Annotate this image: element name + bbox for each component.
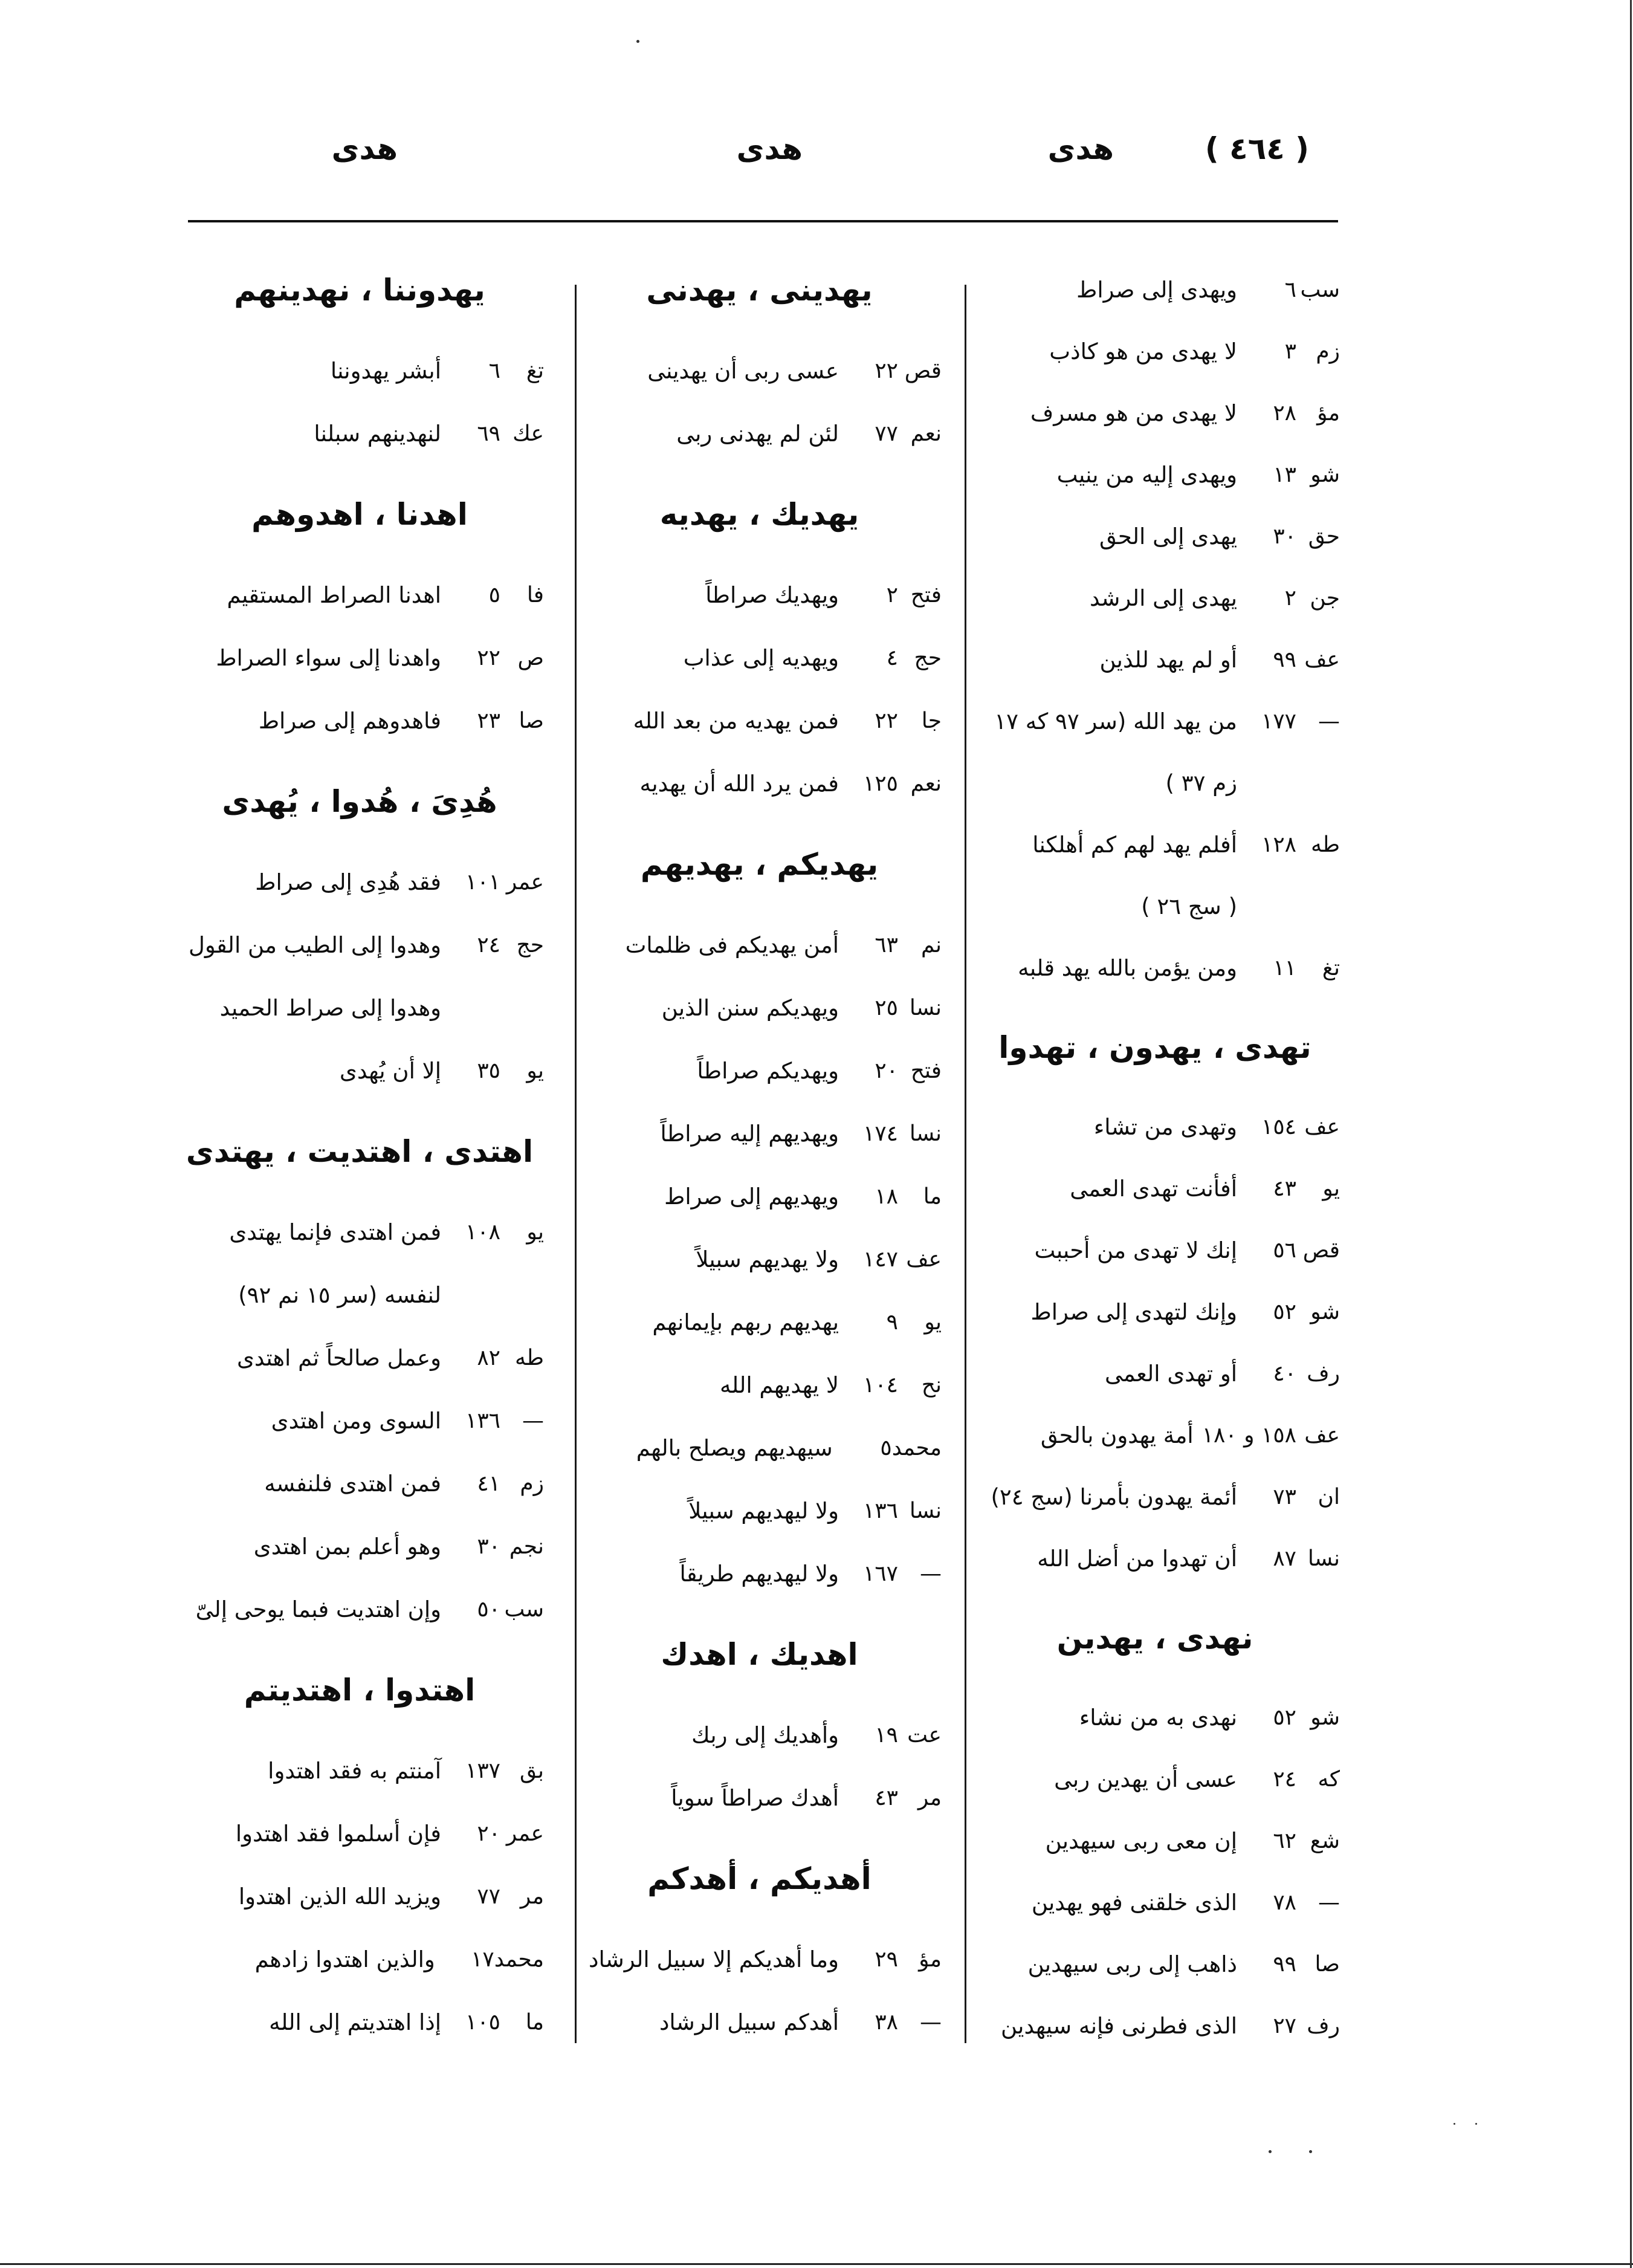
verse-number: ١٣ — [1273, 462, 1296, 487]
verse-number: ٦ — [1284, 277, 1296, 302]
verse-number: ٢٣ — [477, 708, 500, 733]
verse-text: فمن يرد الله أن يهديه — [639, 770, 839, 797]
sura-abbreviation: ما — [923, 1184, 942, 1209]
sura-abbreviation: طه — [515, 1345, 544, 1370]
concordance-entry — [577, 1991, 942, 2053]
verse-text: آمنتم به فقد اهتدوا — [268, 1757, 441, 1784]
sura-abbreviation: يو — [924, 1309, 942, 1335]
concordance-entry — [577, 563, 942, 626]
verse-text: أفلم يهد لهم كم أهلكنا — [1032, 831, 1237, 858]
verse-text: نهدى به من نشاء — [1079, 1704, 1237, 1731]
verse-text: واهدنا إلى سواء الصراط — [216, 644, 441, 671]
verse-text: وعمل صالحاً ثم اهتدى — [236, 1344, 441, 1371]
concordance-entry — [175, 1389, 544, 1452]
concordance-entry — [175, 339, 544, 402]
verse-text: أمة يهدون بالحق — [1040, 1422, 1194, 1448]
sura-abbreviation: حج — [914, 645, 942, 670]
verse-text: لا يهدى من هو كاذب — [1049, 338, 1237, 364]
verse-text: أو تهدى العمى — [1104, 1360, 1237, 1387]
verse-number: ٨٢ — [477, 1345, 500, 1370]
verse-text: الذى خلقنى فهو يهدين — [1031, 1889, 1237, 1916]
left-column — [175, 241, 544, 2053]
verse-number: ٧٧ — [477, 1884, 500, 1909]
concordance-entry — [175, 563, 544, 626]
sura-abbreviation: رف — [1307, 2013, 1340, 2038]
concordance-entry — [175, 1991, 544, 2053]
sura-abbreviation: نسا — [1307, 1546, 1340, 1571]
verse-number: ٢٢ — [875, 708, 898, 733]
scan-speck — [636, 40, 639, 43]
concordance-entry — [970, 1528, 1340, 1589]
verse-text: السوى ومن اهتدى — [271, 1407, 441, 1434]
scan-speck — [1309, 2150, 1312, 2153]
entry-heading: هُدِىَ ، هُدوا ، يُهدى — [222, 783, 497, 819]
verse-text: فإن أسلموا فقد اهتدوا — [235, 1820, 441, 1847]
concordance-entry — [175, 1578, 544, 1641]
verse-text: وإنك لتهدى إلى صراط — [1030, 1298, 1237, 1325]
verse-number: ٢٤ — [1273, 1766, 1296, 1792]
concordance-entry — [970, 1810, 1340, 1871]
verse-number: ١٠٥ — [465, 2009, 500, 2035]
sura-abbreviation: جن — [1310, 585, 1340, 611]
sura-abbreviation: نعم — [910, 421, 942, 446]
verse-number: ٢٨ — [1273, 400, 1296, 426]
entry-heading: اهتدى ، اهتديت ، يهتدى — [186, 1133, 534, 1169]
verse-number: ٥ — [488, 582, 500, 608]
sura-abbreviation: عف — [906, 1246, 942, 1272]
verse-number: ٩٩ — [1273, 647, 1296, 672]
sura-abbreviation: مر — [520, 1884, 544, 1909]
concordance-entry — [577, 1766, 942, 1829]
verse-text: لئن لم يهدنى ربى — [676, 420, 839, 447]
verse-number: ٢٤ — [477, 932, 500, 957]
verse-number: ٩ — [886, 1309, 898, 1335]
concordance-entry — [970, 567, 1340, 629]
concordance-entry — [577, 402, 942, 465]
sura-abbreviation: عك — [513, 421, 544, 446]
verse-text: أئمة يهدون بأمرنا (سج ٢٤) — [991, 1483, 1237, 1510]
verse-number: ١٨ — [875, 1184, 898, 1209]
concordance-entry — [577, 1291, 942, 1353]
verse-number: ٢ — [1284, 585, 1296, 611]
verse-text: لا يهديهم الله — [719, 1372, 839, 1398]
verse-text: ويهديهم إلى صراط — [664, 1183, 839, 1210]
sura-abbreviation: تغ — [1322, 955, 1340, 980]
verse-number: ٣ — [1284, 339, 1296, 364]
sura-abbreviation: عف — [1304, 647, 1340, 672]
sura-abbreviation: نسا — [909, 995, 942, 1020]
concordance-entry — [577, 626, 942, 689]
verse-number: ٤١ — [477, 1471, 500, 1496]
verse-number: ٧٨ — [1273, 1890, 1296, 1915]
sura-abbreviation: حق — [1308, 523, 1340, 549]
entry-heading: اهدنا ، اهدوهم — [251, 496, 468, 532]
verse-number: ٢٥ — [875, 995, 898, 1020]
sura-abbreviation: بق — [519, 1758, 544, 1783]
verse-number: ٢٢ — [477, 645, 500, 670]
sura-abbreviation: — — [1318, 1890, 1340, 1915]
verse-number: ١٧٤ — [862, 1121, 898, 1146]
concordance-entry — [175, 1802, 544, 1865]
scan-speck — [1475, 2123, 1477, 2125]
verse-number: ٣٠ — [1273, 523, 1296, 549]
concordance-entry — [577, 1928, 942, 1991]
sura-abbreviation: حج — [516, 932, 544, 957]
verse-text: وأهديك إلى ربك — [691, 1722, 839, 1748]
sura-abbreviation: محمد — [891, 1435, 942, 1460]
concordance-entry — [577, 1416, 942, 1479]
entry-heading: أهديكم ، أهدكم — [647, 1861, 871, 1896]
right-column — [970, 259, 1340, 2056]
entry-heading: يهديكم ، يهديهم — [640, 846, 879, 882]
verse-text: عسى ربى أن يهدينى — [647, 357, 839, 384]
sura-abbreviation: محمد — [494, 1946, 544, 1972]
verse-number: ٩٩ — [1273, 1951, 1296, 1977]
sura-abbreviation: فتح — [910, 582, 942, 608]
verse-text: ولا ليهديهم سبيلاً — [688, 1497, 839, 1524]
concordance-entry — [577, 1039, 942, 1102]
verse-number: ٣٨ — [875, 2009, 898, 2035]
verse-text: ويهديك صراطاً — [705, 582, 839, 608]
sura-abbreviation: شو — [1310, 462, 1340, 487]
concordance-entry — [970, 1466, 1340, 1528]
verse-text: إنك لا تهدى من أحببت — [1034, 1237, 1237, 1263]
verse-number: ١٠٨ — [465, 1219, 500, 1245]
verse-text: أبشر يهدوننا — [330, 357, 441, 384]
verse-text: يهديهم ربهم بإيمانهم — [652, 1309, 839, 1335]
concordance-entry — [970, 505, 1340, 567]
verse-text: وتهدى من تشاء — [1093, 1113, 1237, 1140]
verse-text: إن معى ربى سيهدين — [1045, 1827, 1237, 1854]
entry-heading: تهدى ، يهدون ، تهدوا — [998, 1029, 1311, 1065]
concordance-entry — [175, 1928, 544, 1991]
concordance-entry — [970, 629, 1340, 690]
verse-number: ١٣٦ — [465, 1408, 500, 1433]
entry-heading: اهديك ، اهدك — [661, 1636, 858, 1672]
sura-abbreviation: سب — [504, 1596, 544, 1622]
verse-text: ويزيد الله الذين اهتدوا — [238, 1883, 441, 1910]
verse-number: ٢ — [886, 582, 898, 608]
verse-text: وهو أعلم بمن اهتدى — [253, 1533, 441, 1560]
concordance-entry — [175, 1865, 544, 1928]
verse-number: ٧٣ — [1273, 1484, 1296, 1509]
sura-abbreviation: سب — [1300, 277, 1340, 302]
sura-abbreviation: جا — [921, 708, 942, 733]
header-rule — [188, 220, 1338, 222]
entry-heading: يهدينى ، يهدنى — [646, 272, 873, 308]
sura-abbreviation: نسا — [909, 1121, 942, 1146]
concordance-entry — [970, 937, 1340, 999]
sura-abbreviation: نسا — [909, 1498, 942, 1523]
verse-number: ١٩ — [875, 1722, 898, 1748]
verse-number: ١٠١ — [465, 869, 500, 895]
verse-text: الذى فطرنى فإنه سيهدين — [1000, 2012, 1237, 2039]
sura-abbreviation: طه — [1311, 832, 1340, 857]
sura-abbreviation: شو — [1310, 1705, 1340, 1730]
verse-text: ويهديهم إليه صراطاً — [660, 1120, 839, 1147]
sura-abbreviation: قص — [904, 358, 942, 383]
sura-abbreviation: زم — [520, 1471, 544, 1496]
verse-number: ٤٣ — [875, 1785, 898, 1810]
verse-text: وما أهديكم إلا سبيل الرشاد — [588, 1946, 839, 1972]
concordance-entry — [970, 444, 1340, 505]
running-head-right: هدى — [1047, 131, 1114, 166]
concordance-entry — [970, 1871, 1340, 1933]
verse-number: ٢٠ — [875, 1058, 898, 1083]
concordance-entry — [175, 626, 544, 689]
concordance-entry — [970, 1686, 1340, 1748]
verse-text: إلا أن يُهدى — [339, 1057, 441, 1084]
page-number: ( ٤٦٤ ) — [1205, 131, 1309, 166]
concordance-entry — [970, 1096, 1340, 1158]
sura-abbreviation: قص — [1302, 1237, 1340, 1263]
concordance-entry — [577, 752, 942, 815]
concordance-entry — [577, 339, 942, 402]
verse-text: فاهدوهم إلى صراط — [258, 707, 441, 734]
concordance-entry — [577, 913, 942, 976]
verse-text: ويهديكم سنن الذين — [661, 994, 839, 1021]
verse-text: وإن اهتديت فبما يوحى إلىّ — [195, 1596, 441, 1622]
concordance-entry — [970, 259, 1340, 320]
sura-abbreviation: نعم — [910, 771, 942, 796]
verse-text: وهدوا إلى الطيب من القول — [188, 932, 441, 958]
concordance-entry — [970, 1995, 1340, 2056]
entry-heading: يهديك ، يهديه — [659, 496, 859, 532]
entry-heading: يهدوننا ، نهدينهم — [234, 272, 485, 308]
verse-number: ١٥٤ — [1261, 1114, 1296, 1139]
scan-speck — [1454, 2123, 1455, 2125]
verse-number: ٤ — [886, 645, 898, 670]
sura-abbreviation: تغ — [526, 358, 544, 383]
concordance-entry — [175, 402, 544, 465]
entry-continuation: ( سج ٢٦ ) — [1141, 893, 1237, 919]
verse-text: ومن يؤمن بالله يهد قلبه — [1018, 954, 1237, 981]
verse-number: ١٧ — [471, 1946, 494, 1972]
running-head-center: هدى — [736, 131, 803, 166]
concordance-entry — [970, 1748, 1340, 1810]
verse-number: ١٢٥ — [862, 771, 898, 796]
sura-abbreviation: — — [920, 1561, 942, 1586]
verse-number: ٣٠ — [477, 1534, 500, 1559]
verse-text: أن تهدوا من أضل الله — [1037, 1545, 1237, 1572]
verse-text: ويهديه إلى عذاب — [683, 644, 839, 671]
verse-text: فقد هُدِى إلى صراط — [255, 869, 441, 895]
middle-column — [577, 241, 942, 2053]
verse-number: ١٠٤ — [862, 1372, 898, 1398]
verse-text: يهدى إلى الحق — [1099, 523, 1237, 549]
verse-text: اهدنا الصراط المستقيم — [227, 582, 441, 608]
concordance-entry — [175, 1326, 544, 1389]
verse-number: ٥٢ — [1273, 1705, 1296, 1730]
sura-abbreviation: يو — [1322, 1176, 1340, 1201]
concordance-entry — [175, 1452, 544, 1515]
verse-text: ويهديكم صراطاً — [697, 1057, 839, 1084]
sura-abbreviation: فتح — [910, 1058, 942, 1083]
verse-number: ١٣٧ — [465, 1758, 500, 1783]
verse-number: ٤٣ — [1273, 1176, 1296, 1201]
concordance-entry — [970, 1404, 1340, 1466]
sura-abbreviation: عف — [1304, 1422, 1340, 1448]
concordance-entry — [577, 1228, 942, 1291]
verse-number: ٥ — [880, 1435, 892, 1460]
verse-text: لا يهدى من هو مسرف — [1030, 400, 1237, 426]
verse-text: ولا ليهديهم طريقاً — [679, 1560, 839, 1587]
concordance-entry — [970, 814, 1340, 875]
verse-number: ٢٢ — [875, 358, 898, 383]
concordance-entry — [577, 1353, 942, 1416]
verse-number: ١٥٨ و ١٨٠ — [1201, 1422, 1296, 1448]
sura-abbreviation: صا — [519, 708, 544, 733]
column-divider-right — [965, 285, 966, 2043]
concordance-entry — [970, 1219, 1340, 1281]
sura-abbreviation: يو — [526, 1219, 544, 1245]
concordance-entry — [175, 1200, 544, 1263]
verse-text: عسى أن يهدين ربى — [1054, 1766, 1237, 1792]
sura-abbreviation: ما — [525, 2009, 544, 2035]
sura-abbreviation: مؤ — [919, 1946, 942, 1972]
concordance-entry — [175, 689, 544, 752]
concordance-entry — [970, 1158, 1340, 1219]
verse-number: ٦٣ — [875, 932, 898, 957]
sura-abbreviation: ص — [517, 645, 544, 670]
concordance-entry — [970, 1933, 1340, 1995]
sura-abbreviation: نم — [921, 932, 942, 957]
verse-text: من يهد الله (سر ٩٧ كه ١٧ — [994, 708, 1237, 734]
concordance-entry — [970, 1281, 1340, 1343]
sura-abbreviation: كه — [1318, 1766, 1340, 1792]
column-divider-left — [575, 285, 577, 2043]
verse-number: ٦ — [488, 358, 500, 383]
concordance-entry — [970, 320, 1340, 382]
verse-text: يهدى إلى الرشد — [1089, 585, 1237, 611]
concordance-entry — [175, 913, 544, 976]
verse-text: ويهدى إلى صراط — [1076, 276, 1237, 303]
verse-text: ويهدى إليه من ينيب — [1056, 461, 1237, 488]
verse-text: إذا اهتديتم إلى الله — [269, 2009, 441, 2035]
verse-number: ٢٩ — [875, 1946, 898, 1972]
sura-abbreviation: يو — [526, 1058, 544, 1083]
sura-abbreviation: رف — [1307, 1361, 1340, 1386]
concordance-entry — [175, 1739, 544, 1802]
verse-text: فمن يهديه من بعد الله — [633, 707, 839, 734]
sura-abbreviation: شو — [1310, 1299, 1340, 1324]
sura-abbreviation: عمر — [506, 1821, 544, 1846]
concordance-entry — [970, 690, 1340, 752]
sura-abbreviation: عمر — [506, 869, 544, 895]
sura-abbreviation: — — [522, 1408, 544, 1433]
concordance-entry — [577, 1479, 942, 1542]
sura-abbreviation: مؤ — [1317, 400, 1340, 426]
sura-abbreviation: عت — [907, 1722, 942, 1748]
sura-abbreviation: عف — [1304, 1114, 1340, 1139]
verse-number: ٧٧ — [875, 421, 898, 446]
verse-number: ١٦٧ — [862, 1561, 898, 1586]
concordance-entry — [175, 1515, 544, 1578]
verse-number: ١٣٦ — [862, 1498, 898, 1523]
verse-text: فمن اهتدى فلنفسه — [264, 1470, 441, 1497]
sura-abbreviation: فا — [526, 582, 544, 608]
sura-abbreviation: شع — [1310, 1828, 1340, 1853]
verse-number: ٨٧ — [1273, 1546, 1296, 1571]
concordance-entry — [577, 976, 942, 1039]
concordance-entry — [970, 1343, 1340, 1404]
verse-text: أمن يهديكم فى ظلمات — [625, 932, 839, 958]
verse-text: فمن اهتدى فإنما يهتدى — [229, 1219, 441, 1245]
verse-number: ٥٠ — [477, 1596, 500, 1622]
verse-number: ٢٠ — [477, 1821, 500, 1846]
scan-border-right — [1630, 0, 1632, 2268]
sura-abbreviation: نح — [921, 1372, 942, 1398]
concordance-entry — [175, 850, 544, 913]
entry-continuation: لنفسه (سر ١٥ نم ٩٢) — [238, 1281, 441, 1308]
sura-abbreviation: — — [1318, 708, 1340, 734]
verse-text: لنهدينهم سبلنا — [314, 420, 441, 447]
entry-continuation: زم ٣٧ ) — [1165, 770, 1237, 796]
scan-speck — [1269, 2150, 1272, 2153]
verse-text: أهدكم سبيل الرشاد — [659, 2009, 839, 2035]
sura-abbreviation: صا — [1314, 1951, 1340, 1977]
verse-number: ٢٧ — [1273, 2013, 1296, 2038]
sura-abbreviation: زم — [1316, 339, 1340, 364]
verse-text: أهدك صراطاً سوياً — [671, 1784, 839, 1811]
scan-border-bottom — [0, 2263, 1633, 2265]
verse-number: ٤٠ — [1273, 1361, 1296, 1386]
verse-text: أو لم يهد للذين — [1099, 646, 1237, 673]
verse-number: ٦٢ — [1273, 1828, 1296, 1853]
verse-text: ولا يهديهم سبيلاً — [696, 1246, 839, 1272]
concordance-entry — [577, 1102, 942, 1165]
sura-abbreviation: مر — [917, 1785, 942, 1810]
sura-abbreviation: — — [920, 2009, 942, 2035]
sura-abbreviation: نجم — [509, 1534, 544, 1559]
sura-abbreviation: ان — [1318, 1484, 1340, 1509]
verse-text: ذاهب إلى ربى سيهدين — [1027, 1951, 1237, 1977]
verse-text: سيهديهم ويصلح بالهم — [636, 1434, 833, 1461]
entry-heading: اهتدوا ، اهتديتم — [244, 1672, 476, 1708]
verse-number: ٥٦ — [1273, 1237, 1296, 1263]
verse-number: ١١ — [1273, 955, 1296, 980]
entry-heading: نهدى ، يهدين — [1056, 1620, 1253, 1656]
concordance-entry — [175, 1039, 544, 1102]
verse-text: والذين اهتدوا زادهم — [254, 1946, 435, 1972]
verse-number: ٦٩ — [477, 421, 500, 446]
concordance-entry — [577, 1703, 942, 1766]
concordance-entry — [577, 1542, 942, 1605]
verse-text: أفأنت تهدى العمى — [1070, 1175, 1237, 1202]
concordance-entry — [970, 382, 1340, 444]
verse-number: ١٢٨ — [1261, 832, 1296, 857]
running-head-left: هدى — [331, 131, 398, 166]
verse-number: ١٧٧ — [1261, 708, 1296, 734]
verse-number: ١٤٧ — [862, 1246, 898, 1272]
verse-number: ٣٥ — [477, 1058, 500, 1083]
concordance-entry — [577, 1165, 942, 1228]
verse-number: ٥٢ — [1273, 1299, 1296, 1324]
concordance-entry — [577, 689, 942, 752]
entry-continuation: وهدوا إلى صراط الحميد — [219, 994, 441, 1021]
